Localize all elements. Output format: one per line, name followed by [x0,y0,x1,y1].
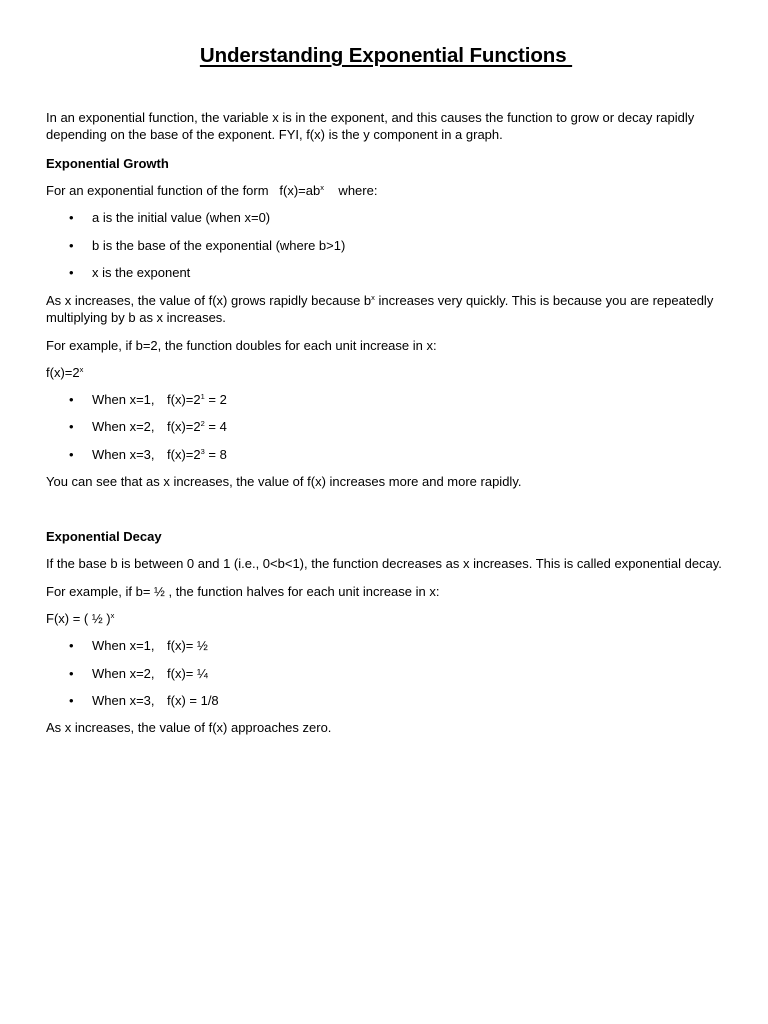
growth-function-exponent: x [79,365,84,374]
growth-example-expr [167,418,227,435]
growth-form-line [46,182,726,199]
growth-example-result: = 8 [204,447,227,462]
decay-function-exponent: x [110,611,115,620]
decay-conclusion: As x increases, the value of f(x) approaches zero. [46,720,332,735]
document-title: Understanding Exponential Functions [199,44,573,67]
bullet-icon: • [69,447,74,462]
growth-explanation-part2: increases very quickly. This is because you are repeatedly multiplying by b as x increases. [46,293,714,325]
decay-example-when: When x=3, [92,693,155,708]
definition-item: x is the exponent [92,265,191,280]
growth-example-when: When x=1, [92,392,155,407]
growth-example-expr-base: f(x)=2 [167,447,201,462]
growth-example-expr-base: f(x)=2 [167,419,201,434]
decay-example-when: When x=2, [92,666,155,681]
growth-example-result: = 2 [204,392,227,407]
growth-conclusion: You can see that as x increases, the value of f(x) increases more and more rapidly. [46,474,522,489]
decay-heading: Exponential Decay [46,529,162,544]
growth-form-suffix: where: [323,183,378,198]
growth-example-exponent: 2 [200,419,205,428]
decay-description: If the base b is between 0 and 1 (i.e., 0<b<1), the function decreases as x increases. This is called exponential decay. [46,556,722,571]
growth-explanation [46,292,726,326]
bullet-icon: • [69,392,74,407]
growth-example-intro: For example, if b=2, the function doubles for each unit increase in x: [46,338,437,353]
growth-example-when: When x=2, [92,419,155,434]
growth-example-exponent: 3 [200,447,205,456]
intro-paragraph: In an exponential function, the variable x is in the exponent, and this causes the function to grow or decay rapidly depending on the base of the exponent. FYI, f(x) is the y component in a graph. [46,110,695,142]
decay-example-expr: f(x) = 1/8 [167,693,219,708]
definition-item: a is the initial value (when x=0) [92,210,271,225]
growth-example-result: = 4 [204,419,227,434]
bullet-icon: • [69,638,74,653]
bullet-icon: • [69,666,74,681]
decay-example-when: When x=1, [92,638,155,653]
growth-heading: Exponential Growth [46,156,169,171]
growth-explanation-part1: As x increases, the value of f(x) grows rapidly because b [46,293,372,308]
growth-example-expr-base: f(x)=2 [167,392,201,407]
bullet-icon: • [69,265,74,280]
bullet-icon: • [69,238,74,253]
bullet-icon: • [69,210,74,225]
definition-item: b is the base of the exponential (where b>1) [92,238,346,253]
growth-example-expr [167,391,227,408]
growth-example-exponent: 1 [200,392,205,401]
growth-explanation-exponent: x [371,293,375,302]
growth-form-exponent: x [320,183,324,192]
growth-function [46,364,726,381]
growth-function-base: f(x)=2 [46,365,80,380]
growth-form-prefix: For an exponential function of the form f(x)=ab [46,183,321,198]
decay-function [46,610,726,627]
decay-example-expr: f(x)= ½ [167,638,208,653]
bullet-icon: • [69,419,74,434]
decay-example-expr: f(x)= ¼ [167,666,208,681]
growth-example-expr [167,446,227,463]
decay-example-intro: For example, if b= ½ , the function halves for each unit increase in x: [46,584,440,599]
growth-example-when: When x=3, [92,447,155,462]
bullet-icon: • [69,693,74,708]
decay-function-base: F(x) = ( ½ ) [46,611,111,626]
